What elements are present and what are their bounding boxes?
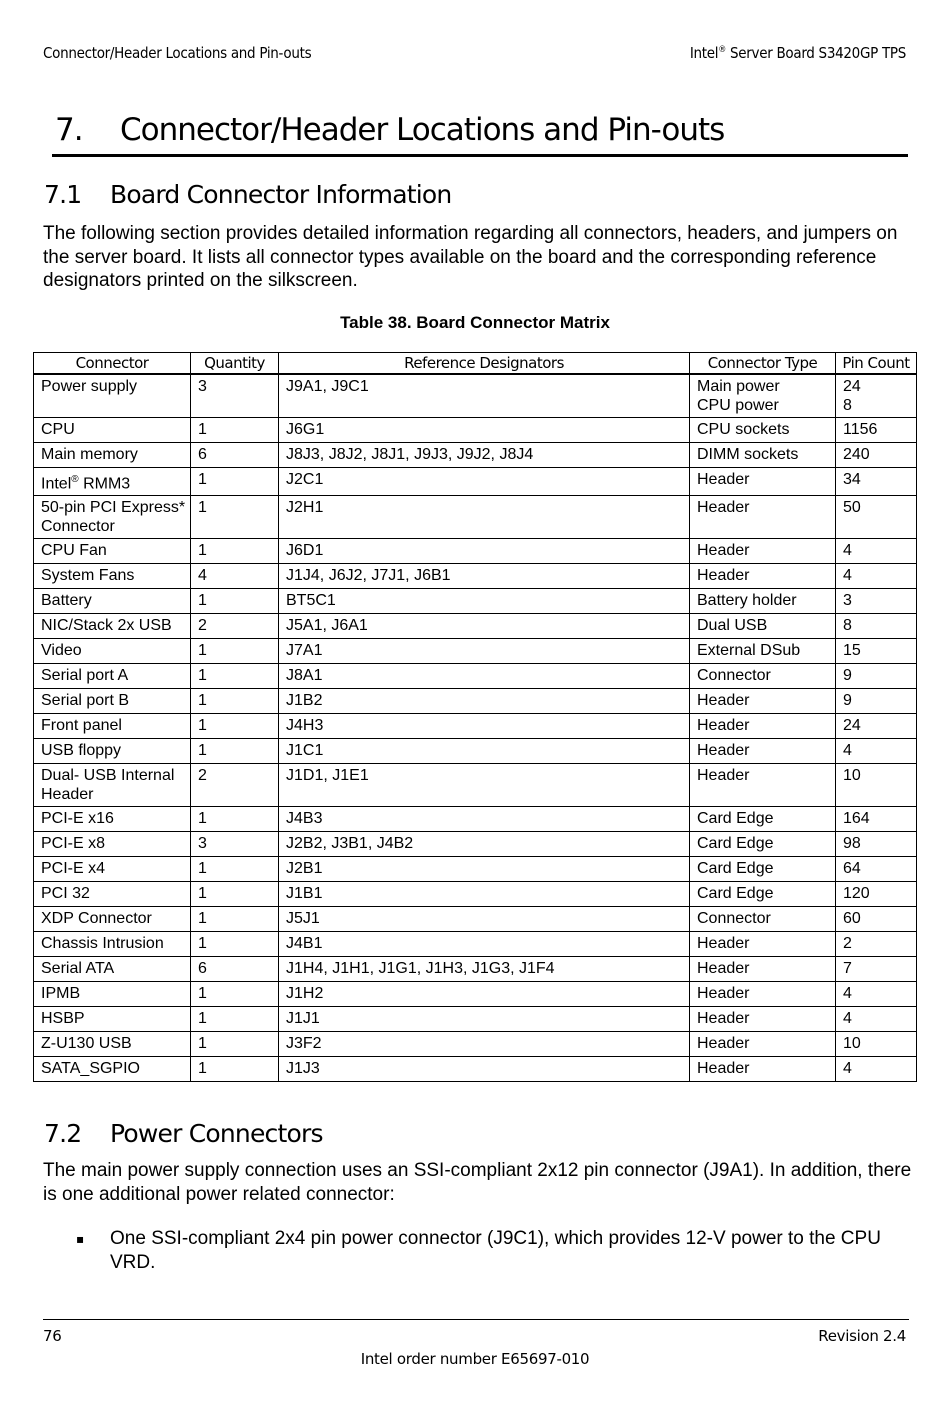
connector-cell	[34, 714, 191, 739]
section-number: 7.2	[44, 1119, 82, 1148]
connector-name: Intel	[41, 475, 72, 493]
connector-cell	[34, 1032, 191, 1057]
connector-type: Header	[697, 767, 750, 785]
pin-count: 2	[843, 935, 852, 953]
reference-designators-cell: J7A1	[279, 639, 690, 664]
table-row	[34, 739, 917, 764]
pin-count: 3	[843, 592, 852, 610]
connector-name: Battery	[41, 592, 92, 610]
table-row	[34, 857, 917, 882]
table-row	[34, 957, 917, 982]
quantity-cell: 6	[191, 957, 279, 982]
reference-designators-cell: BT5C1	[279, 589, 690, 614]
reference-designators-cell: J2B1	[279, 857, 690, 882]
connector-name: SATA_SGPIO	[41, 1060, 140, 1078]
connector-type: Header	[697, 717, 750, 735]
connector-type-cell	[690, 982, 836, 1007]
pin-count: 98	[843, 835, 861, 853]
connector-type-cell	[690, 1007, 836, 1032]
running-header-left: Connector/Header Locations and Pin-outs	[43, 44, 312, 62]
pin-count: 4	[843, 1010, 852, 1028]
connector-type: Card Edge	[697, 860, 774, 878]
connector-name: NIC/Stack 2x USB	[41, 617, 172, 635]
connector-type: Header	[697, 692, 750, 710]
connector-name: HSBP	[41, 1010, 85, 1028]
connector-type: Card Edge	[697, 885, 774, 903]
connector-type: Connector	[697, 910, 771, 928]
quantity-cell: 1	[191, 807, 279, 832]
table-caption: Table 38. Board Connector Matrix	[340, 313, 610, 332]
connector-type-cell	[690, 764, 836, 807]
pin-count-cell	[836, 1032, 917, 1057]
connector-name: CPU Fan	[41, 542, 107, 560]
connector-name: Front panel	[41, 717, 122, 735]
table-row	[34, 807, 917, 832]
connector-name: Dual- USB Internal Header	[41, 767, 175, 804]
connector-type: Header	[697, 471, 750, 488]
registered-mark: ®	[718, 45, 727, 55]
connector-cell	[34, 739, 191, 764]
reference-designators-cell: J1J3	[279, 1057, 690, 1082]
connector-cell	[34, 832, 191, 857]
pin-count-cell	[836, 468, 917, 496]
pin-count: 15	[843, 642, 861, 660]
order-number: Intel order number E65697-010	[360, 1350, 590, 1368]
reference-designators-cell: J2C1	[279, 468, 690, 496]
board-connector-matrix	[33, 352, 917, 1082]
connector-cell	[34, 689, 191, 714]
connector-type: Battery holder	[697, 592, 797, 610]
reference-designators-cell: J4B3	[279, 807, 690, 832]
pin-count-cell	[836, 714, 917, 739]
pin-count: 34	[843, 471, 861, 488]
quantity-cell: 2	[191, 614, 279, 639]
connector-name: Serial ATA	[41, 960, 115, 978]
table-row	[34, 832, 917, 857]
reference-designators-cell: J6G1	[279, 418, 690, 443]
connector-cell	[34, 564, 191, 589]
table-row	[34, 764, 917, 807]
table-body	[34, 374, 917, 1082]
quantity-cell: 1	[191, 982, 279, 1007]
pin-count: 4	[843, 1060, 852, 1078]
connector-name: System Fans	[41, 567, 135, 585]
pin-count: 164	[843, 810, 870, 828]
connector-cell	[34, 882, 191, 907]
pin-count-cell	[836, 1057, 917, 1082]
connector-type: Header	[697, 1010, 750, 1028]
reference-designators-cell: J1H4, J1H1, J1G1, J1H3, J1G3, J1F4	[279, 957, 690, 982]
reference-designators-cell: J2B2, J3B1, J4B2	[279, 832, 690, 857]
connector-type-cell	[690, 857, 836, 882]
connector-cell	[34, 418, 191, 443]
quantity-cell: 1	[191, 639, 279, 664]
connector-cell	[34, 807, 191, 832]
connector-type-cell	[690, 589, 836, 614]
table-row	[34, 689, 917, 714]
column-header: Quantity	[191, 353, 279, 375]
connector-name: XDP Connector	[41, 910, 152, 928]
pin-count-cell	[836, 564, 917, 589]
connector-type-cell	[690, 739, 836, 764]
quantity-cell: 1	[191, 496, 279, 539]
pin-count: 9	[843, 667, 852, 685]
page-number: 76	[43, 1327, 62, 1345]
reference-designators-cell: J1C1	[279, 739, 690, 764]
connector-name: PCI-E x4	[41, 860, 106, 878]
pin-count-cell	[836, 932, 917, 957]
table-row	[34, 614, 917, 639]
pin-count: 4	[843, 985, 852, 1003]
connector-type: Header	[697, 960, 750, 978]
connector-name: Z-U130 USB	[41, 1035, 132, 1053]
connector-type: Dual USB	[697, 617, 768, 635]
table-row	[34, 468, 917, 496]
section-body: The following section provides detailed information regarding all connectors, headers, and jumpers on the server board. It lists all connector types available on the board and the corresponding reference designators printed on the silkscreen.	[43, 223, 898, 291]
quantity-cell: 1	[191, 857, 279, 882]
quantity-cell: 3	[191, 374, 279, 418]
pin-count-cell	[836, 739, 917, 764]
pin-count-cell	[836, 1007, 917, 1032]
connector-name: PCI-E x8	[41, 835, 106, 853]
connector-type: Header	[697, 742, 750, 760]
pin-count-cell	[836, 957, 917, 982]
connector-type-cell	[690, 664, 836, 689]
pin-count: 1156	[843, 421, 878, 438]
table-row	[34, 714, 917, 739]
quantity-cell: 1	[191, 1057, 279, 1082]
connector-type: Header	[697, 499, 750, 517]
reference-designators-cell: J4B1	[279, 932, 690, 957]
connector-cell	[34, 982, 191, 1007]
reference-designators-cell: J2H1	[279, 496, 690, 539]
pin-count: 24	[843, 378, 861, 395]
pin-count-cell	[836, 832, 917, 857]
registered-mark: ®	[71, 474, 79, 485]
connector-type: External DSub	[697, 642, 801, 660]
pin-count: 64	[843, 860, 861, 878]
reference-designators-cell: J1J4, J6J2, J7J1, J6B1	[279, 564, 690, 589]
pin-count: 9	[843, 692, 852, 710]
quantity-cell: 2	[191, 764, 279, 807]
table-row	[34, 418, 917, 443]
connector-type: Header	[697, 567, 750, 585]
table-row	[34, 564, 917, 589]
connector-name: IPMB	[41, 985, 81, 1003]
table-row	[34, 639, 917, 664]
column-header: Connector Type	[690, 353, 836, 375]
connector-cell	[34, 639, 191, 664]
pin-count: 4	[843, 742, 852, 760]
connector-type-cell	[690, 443, 836, 468]
connector-type: Header	[697, 1060, 750, 1078]
connector-type-cell	[690, 639, 836, 664]
connector-type-cell	[690, 1057, 836, 1082]
table-row	[34, 443, 917, 468]
reference-designators-cell: J1J1	[279, 1007, 690, 1032]
column-header: Pin Count	[836, 353, 917, 375]
connector-cell	[34, 764, 191, 807]
table-row	[34, 907, 917, 932]
quantity-cell: 6	[191, 443, 279, 468]
reference-designators-cell: J5A1, J6A1	[279, 614, 690, 639]
connector-type-cell	[690, 807, 836, 832]
pin-count-cell	[836, 496, 917, 539]
reference-designators-cell: J4H3	[279, 714, 690, 739]
table-row	[34, 1007, 917, 1032]
pin-count-cell	[836, 443, 917, 468]
section-title: Power Connectors	[110, 1119, 323, 1148]
connector-cell	[34, 443, 191, 468]
connector-type: Header	[697, 935, 750, 953]
connector-cell	[34, 1057, 191, 1082]
connector-type: Card Edge	[697, 810, 774, 828]
connector-cell	[34, 932, 191, 957]
reference-designators-cell: J3F2	[279, 1032, 690, 1057]
table-row	[34, 982, 917, 1007]
quantity-cell: 3	[191, 832, 279, 857]
connector-type: CPU sockets	[697, 421, 790, 438]
connector-name: Video	[41, 642, 82, 660]
pin-count-cell	[836, 764, 917, 807]
pin-count-cell	[836, 664, 917, 689]
connector-type-cell	[690, 907, 836, 932]
pin-count: 24	[843, 717, 861, 735]
reference-designators-cell: J9A1, J9C1	[279, 374, 690, 418]
connector-type: Connector	[697, 667, 771, 685]
pin-count-cell	[836, 689, 917, 714]
quantity-cell: 4	[191, 564, 279, 589]
pin-count-cell	[836, 539, 917, 564]
connector-type-cell	[690, 614, 836, 639]
table-row	[34, 539, 917, 564]
section-title: Board Connector Information	[110, 180, 452, 209]
connector-type-cell	[690, 468, 836, 496]
connector-name: PCI 32	[41, 885, 90, 903]
connector-cell	[34, 374, 191, 418]
quantity-cell: 1	[191, 714, 279, 739]
reference-designators-cell: J8J3, J8J2, J8J1, J9J3, J9J2, J8J4	[279, 443, 690, 468]
reference-designators-cell: J1B2	[279, 689, 690, 714]
connector-name: CPU	[41, 421, 75, 438]
quantity-cell: 1	[191, 1007, 279, 1032]
connector-type-cell	[690, 418, 836, 443]
connector-type: Header	[697, 542, 750, 560]
connector-type-cell	[690, 832, 836, 857]
connector-name: USB floppy	[41, 742, 122, 760]
section-body: The main power supply connection uses an SSI-compliant 2x12 pin connector (J9A1). In addition, there is one additional power related connector:	[43, 1160, 912, 1205]
pin-count-cell	[836, 907, 917, 932]
connector-name: Serial port A	[41, 667, 129, 685]
pin-count-cell	[836, 639, 917, 664]
chapter-number: 7.	[55, 112, 83, 148]
pin-count: 7	[843, 960, 852, 978]
connector-type-cell	[690, 714, 836, 739]
quantity-cell: 1	[191, 539, 279, 564]
connector-type-cell	[690, 957, 836, 982]
quantity-cell: 1	[191, 932, 279, 957]
pin-count-cell	[836, 589, 917, 614]
pin-count: 10	[843, 767, 861, 785]
reference-designators-cell: J8A1	[279, 664, 690, 689]
connector-name: Main memory	[41, 446, 138, 463]
pin-count: 4	[843, 567, 852, 585]
revision-label: Revision 2.4	[818, 1327, 906, 1345]
connector-type-cell	[690, 539, 836, 564]
reference-designators-cell: J1D1, J1E1	[279, 764, 690, 807]
quantity-cell: 1	[191, 882, 279, 907]
connector-name: Serial port B	[41, 692, 130, 710]
column-header: Connector	[34, 353, 191, 375]
table-row	[34, 374, 917, 418]
pin-count: 240	[843, 446, 870, 463]
connector-cell	[34, 496, 191, 539]
pin-count: 60	[843, 910, 861, 928]
connector-type: Main power	[697, 378, 780, 395]
pin-count-cell	[836, 982, 917, 1007]
connector-type-cell	[690, 374, 836, 418]
bullet-marker: ▪	[76, 1232, 85, 1246]
connector-cell	[34, 957, 191, 982]
pin-count-cell	[836, 857, 917, 882]
connector-cell	[34, 664, 191, 689]
bullet-item: One SSI-compliant 2x4 pin power connector (J9C1), which provides 12-V power to the CPU VRD.	[110, 1228, 881, 1273]
connector-type-cell	[690, 564, 836, 589]
header-product: Server Board S3420GP TPS	[726, 44, 906, 62]
quantity-cell: 1	[191, 664, 279, 689]
table-row	[34, 1032, 917, 1057]
connector-type: DIMM sockets	[697, 446, 799, 463]
quantity-cell: 1	[191, 468, 279, 496]
pin-count-cell	[836, 614, 917, 639]
pin-count: 8	[843, 397, 852, 414]
connector-name-rest: RMM3	[78, 475, 131, 493]
chapter-heading	[52, 110, 908, 157]
column-header: Reference Designators	[279, 353, 690, 375]
running-header-right	[690, 44, 906, 62]
pin-count: 10	[843, 1035, 861, 1053]
reference-designators-cell: J5J1	[279, 907, 690, 932]
header-brand: Intel	[689, 44, 719, 62]
pin-count: 4	[843, 542, 852, 560]
reference-designators-cell: J1B1	[279, 882, 690, 907]
connector-cell	[34, 857, 191, 882]
connector-type-cell	[690, 496, 836, 539]
pin-count-cell	[836, 882, 917, 907]
connector-type-cell	[690, 882, 836, 907]
quantity-cell: 1	[191, 739, 279, 764]
quantity-cell: 1	[191, 907, 279, 932]
reference-designators-cell: J1H2	[279, 982, 690, 1007]
connector-type: Card Edge	[697, 835, 774, 853]
quantity-cell: 1	[191, 589, 279, 614]
table-row	[34, 664, 917, 689]
pin-count: 8	[843, 617, 852, 635]
connector-type-cell	[690, 689, 836, 714]
connector-type-cell	[690, 932, 836, 957]
footer-rule	[43, 1319, 909, 1320]
connector-type: Header	[697, 1035, 750, 1053]
pin-count-cell	[836, 418, 917, 443]
pin-count: 50	[843, 499, 861, 517]
table-row	[34, 496, 917, 539]
section-number: 7.1	[44, 180, 82, 209]
table-row	[34, 882, 917, 907]
pin-count: 120	[843, 885, 870, 903]
connector-cell	[34, 539, 191, 564]
connector-name: Chassis Intrusion	[41, 935, 164, 953]
connector-cell	[34, 614, 191, 639]
connector-type-cell	[690, 1032, 836, 1057]
connector-cell	[34, 589, 191, 614]
table-row	[34, 589, 917, 614]
chapter-title: Connector/Header Locations and Pin-outs	[120, 112, 725, 148]
connector-type: CPU power	[697, 397, 779, 414]
connector-name: 50-pin PCI Express* Connector	[41, 499, 186, 536]
connector-cell	[34, 1007, 191, 1032]
connector-cell	[34, 907, 191, 932]
quantity-cell: 1	[191, 1032, 279, 1057]
reference-designators-cell: J6D1	[279, 539, 690, 564]
connector-type: Header	[697, 985, 750, 1003]
connector-cell	[34, 468, 191, 496]
table-header-row	[34, 353, 917, 375]
pin-count-cell	[836, 807, 917, 832]
connector-name: PCI-E x16	[41, 810, 114, 828]
connector-name: Power supply	[41, 378, 138, 395]
pin-count-cell	[836, 374, 917, 418]
table-row	[34, 932, 917, 957]
quantity-cell: 1	[191, 689, 279, 714]
table-row	[34, 1057, 917, 1082]
quantity-cell: 1	[191, 418, 279, 443]
